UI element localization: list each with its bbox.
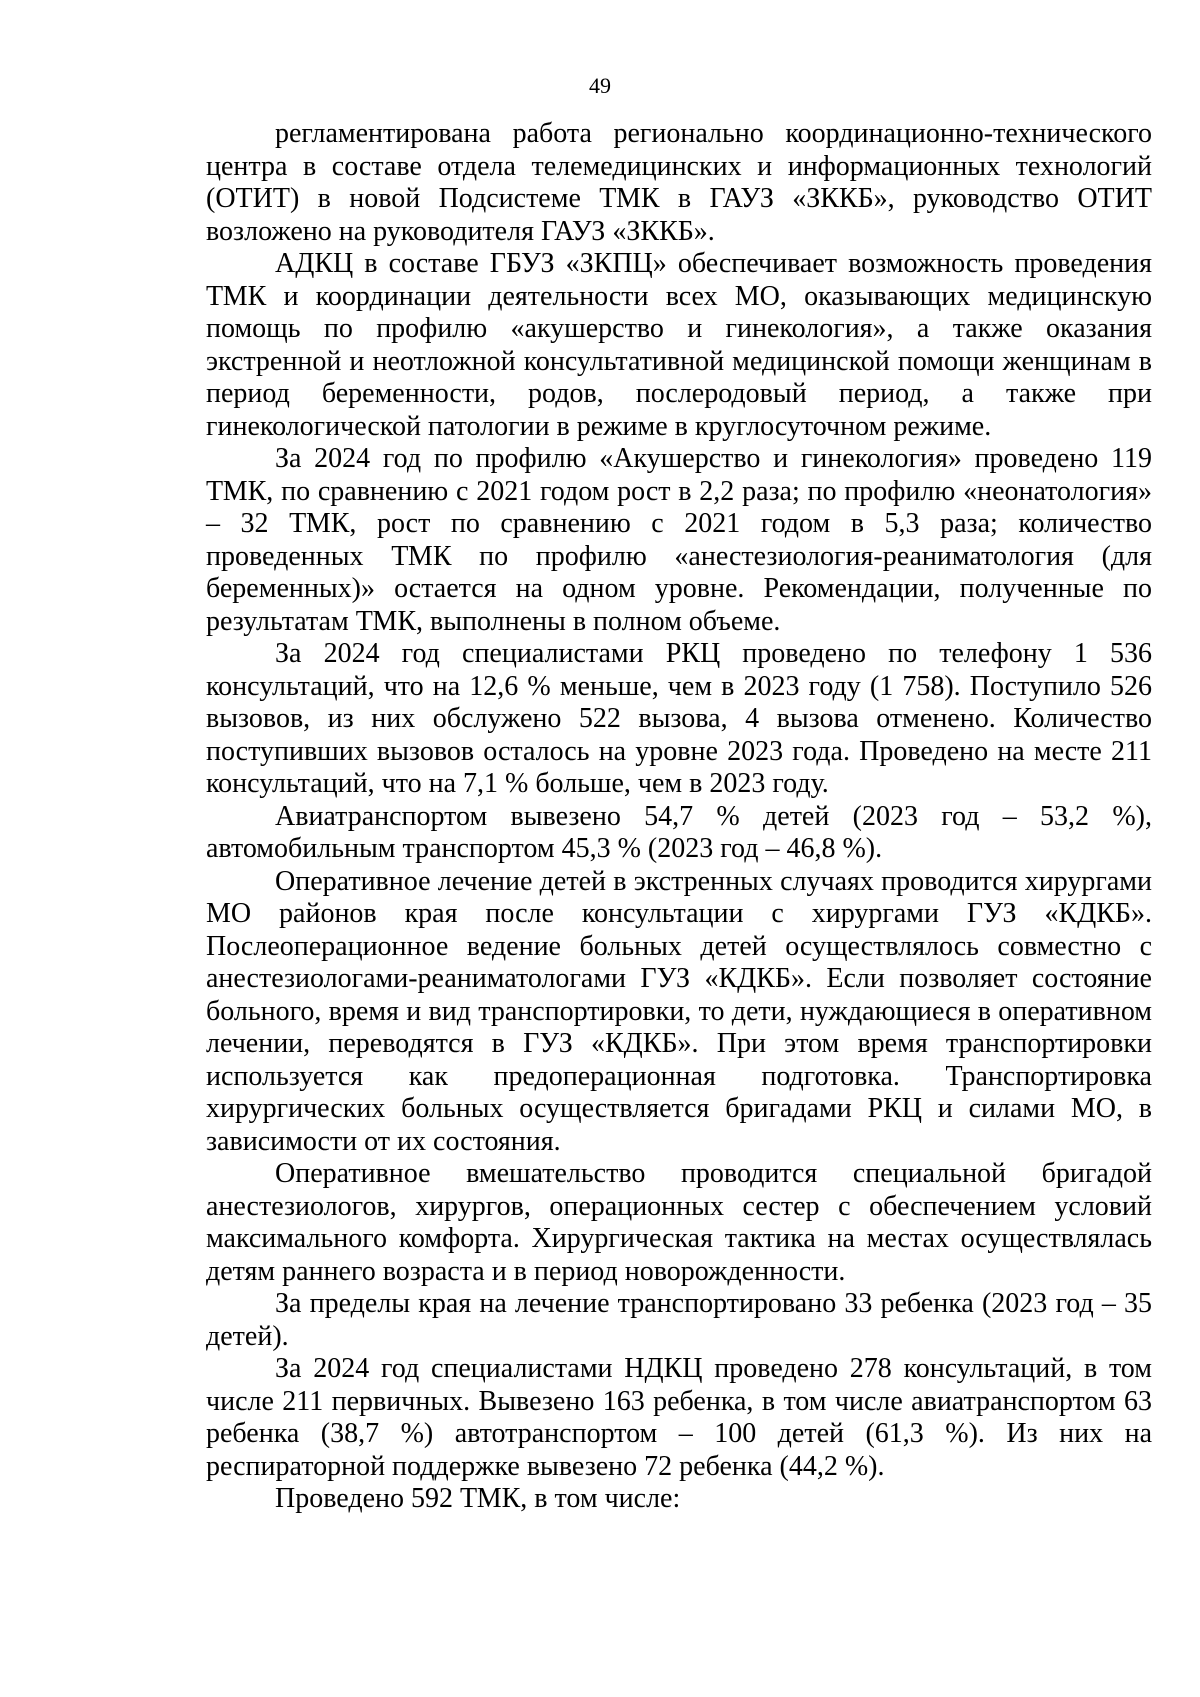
paragraph-rkc-consultations: За 2024 год специалистами РКЦ проведено по телефону 1 536 консультаций, что на 12,6 % меньше, чем в 2023 году (1 758). Поступило 526 вызовов, из них обслужено 522 вызова, 4 вызова отменено. Количество поступивших вызовов осталось на уровне 2023 года. Проведено на месте 211 консультаций, что на 7,1 % больше, чем в 2023 году. — [206, 638, 1152, 799]
paragraph-surgical-treatment: Оперативное лечение детей в экстренных случаях проводится хирургами МО районов края после консультации с хирургами ГУЗ «КДКБ». Послеоперационное ведение больных детей осуществлялось совместно с анестезиологами-реаниматологами ГУЗ «КДКБ». Если позволяет состояние больного, время и вид транспортировки, то дети, нуждающиеся в оперативном лечении, переводятся в ГУЗ «КДКБ». При этом время транспортировки используется как предоперационная подготовка. Транспортировка хирургических больных осуществляется бригадами РКЦ и силами МО, в зависимости от их состояния. — [206, 865, 1152, 1157]
paragraph-surgical-intervention: Оперативное вмешательство проводится специальной бригадой анестезиологов, хирургов, операционных сестер с обеспечением условий максимального комфорта. Хирургическая тактика на местах осуществлялась детям раннего возраста и в период новорожденности. — [206, 1158, 1152, 1287]
paragraph-otit-regulation: регламентирована работа регионально координационно-технического центра в составе отдела телемедицинских и информационных технологий (ОТИТ) в новой Подсистеме ТМК в ГАУЗ «ЗККБ», руководство ОТИТ возложено на руководителя ГАУЗ «ЗККБ». — [206, 118, 1152, 247]
page-number: 49 — [589, 73, 611, 98]
paragraph-out-of-region-transport: За пределы края на лечение транспортировано 33 ребенка (2023 год – 35 детей). — [206, 1288, 1152, 1352]
paragraph-air-transport: Авиатранспортом вывезено 54,7 % детей (2023 год – 53,2 %), автомобильным транспортом 45,3 % (2023 год – 46,8 %). — [206, 800, 1152, 864]
paragraph-tmk-total: Проведено 592 ТМК, в том числе: — [275, 1483, 681, 1514]
paragraph-obstetrics-tmk-2024: За 2024 год по профилю «Акушерство и гинекология» проведено 119 ТМК, по сравнению с 2021 годом рост в 2,2 раза; по профилю «неонатология» – 32 ТМК, рост по сравнению с 2021 годом в 5,3 раза; количество проведенных ТМК по профилю «анестезиология-реаниматология (для беременных)» остается на одном уровне. Рекомендации, полученные по результатам ТМК, выполнены в полном объеме. — [206, 443, 1152, 637]
paragraph-adkc-zkpc: АДКЦ в составе ГБУЗ «ЗКПЦ» обеспечивает возможность проведения ТМК и координации деятельности всех МО, оказывающих медицинскую помощь по профилю «акушерство и гинекология», а также оказания экстренной и неотложной консультативной медицинской помощи женщинам в период беременности, родов, послеродовый период, а также при гинекологической патологии в режиме в круглосуточном режиме. — [206, 248, 1152, 442]
paragraph-ndkc-consultations: За 2024 год специалистами НДКЦ проведено 278 консультаций, в том числе 211 первичных. Вывезено 163 ребенка, в том числе авиатранспортом 63 ребенка (38,7 %) автотранспортом – 100 детей (61,3 %). Из них на респираторной поддержке вывезено 72 ребенка (44,2 %). — [206, 1353, 1152, 1482]
document-body — [206, 118, 1152, 1516]
